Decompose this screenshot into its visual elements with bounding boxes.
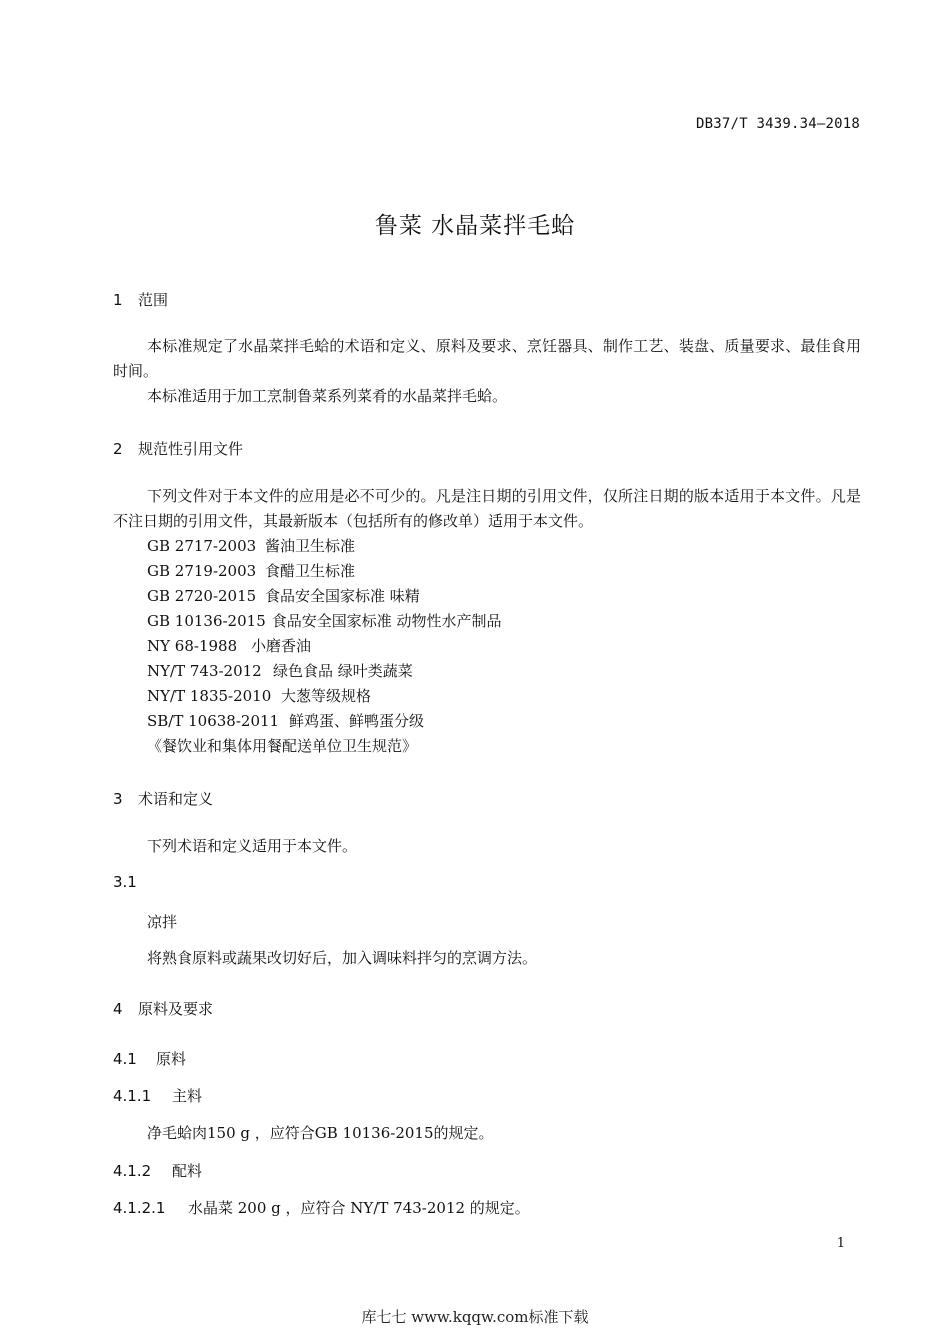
reference-title: 大葱等级规格	[281, 687, 372, 705]
section-title: 原料及要求	[138, 1000, 214, 1018]
reference-code: NY/T 1835-2010	[147, 687, 272, 705]
reference-code: GB 2717-2003	[147, 537, 257, 555]
subsection-number: 4.1.2	[113, 1162, 152, 1180]
clause-number: 4.1.2.1	[113, 1199, 166, 1217]
reference-title: 《餐饮业和集体用餐配送单位卫生规范》	[147, 737, 418, 755]
section-number: 3	[113, 790, 123, 808]
reference-list	[147, 534, 502, 759]
clause-4-1-2-1	[113, 1197, 530, 1218]
subsection-title: 原料	[156, 1050, 187, 1068]
scope-applicability: 本标准适用于加工烹制鲁菜系列菜肴的水晶菜拌毛蛤。	[147, 387, 508, 405]
reference-item	[147, 734, 502, 759]
section-title: 规范性引用文件	[138, 440, 244, 458]
subsection-title: 配料	[172, 1162, 203, 1180]
reference-title: 食醋卫生标准	[265, 562, 356, 580]
scope-paragraph: 本标准规定了水晶菜拌毛蛤的术语和定义、原料及要求、烹饪器具、制作工艺、装盘、质量要求、最佳食用时间。	[113, 337, 861, 380]
subsection-4-1-2-heading	[113, 1160, 202, 1181]
reference-code: GB 2720-2015	[147, 587, 257, 605]
terms-intro: 下列术语和定义适用于本文件。	[147, 837, 358, 855]
reference-item	[147, 659, 502, 684]
page-number: 1	[836, 1236, 845, 1251]
section-1-heading	[113, 289, 168, 310]
reference-title: 酱油卫生标准	[265, 537, 356, 555]
reference-item	[147, 534, 502, 559]
standard-code: DB37/T 3439.34—2018	[696, 116, 860, 132]
footer-watermark[interactable]: 库七七 www.kqqw.com标准下载	[361, 1308, 589, 1326]
document-title: 鲁菜 水晶菜拌毛蛤	[374, 213, 576, 239]
reference-title: 鲜鸡蛋、鲜鸭蛋分级	[289, 712, 425, 730]
main-ingredient-text: 净毛蛤肉150 g ，应符合GB 10136-2015的规定。	[147, 1124, 494, 1142]
reference-item	[147, 609, 502, 634]
term-definition: 将熟食原料或蔬果改切好后，加入调味料拌匀的烹调方法。	[147, 949, 538, 967]
references-intro: 下列文件对于本文件的应用是必不可少的。凡是注日期的引用文件，仅所注日期的版本适用于本文件。凡是不注日期的引用文件，其最新版本（包括所有的修改单）适用于本文件。	[113, 487, 861, 530]
subsection-number: 4.1.1	[113, 1087, 152, 1105]
reference-code: NY/T 743-2012	[147, 662, 262, 680]
reference-code: SB/T 10638-2011	[147, 712, 280, 730]
reference-item	[147, 684, 502, 709]
subsection-number: 4.1	[113, 1050, 137, 1068]
subsection-4-1-1-heading	[113, 1085, 202, 1106]
term-number: 3.1	[113, 873, 137, 891]
section-title: 范围	[138, 291, 169, 309]
reference-code: NY 68-1988	[147, 637, 238, 655]
reference-title: 绿色食品 绿叶类蔬菜	[273, 662, 413, 680]
clause-text: 水晶菜 200 g ，应符合 NY/T 743-2012 的规定。	[188, 1199, 530, 1217]
reference-title: 食品安全国家标准 味精	[265, 587, 420, 605]
subsection-title: 主料	[172, 1087, 203, 1105]
section-number: 2	[113, 440, 123, 458]
reference-code: GB 10136-2015	[147, 612, 266, 630]
reference-title: 食品安全国家标准 动物性水产制品	[271, 612, 502, 630]
reference-item	[147, 634, 502, 659]
reference-code: GB 2719-2003	[147, 562, 257, 580]
section-title: 术语和定义	[138, 790, 214, 808]
section-number: 1	[113, 291, 123, 309]
section-3-heading	[113, 788, 213, 809]
section-number: 4	[113, 1000, 123, 1018]
reference-title: 小磨香油	[251, 637, 312, 655]
term-name: 凉拌	[147, 913, 178, 931]
reference-item	[147, 584, 502, 609]
section-2-heading	[113, 438, 243, 459]
reference-item	[147, 709, 502, 734]
section-4-heading	[113, 998, 213, 1019]
subsection-4-1-heading	[113, 1048, 186, 1069]
reference-item	[147, 559, 502, 584]
